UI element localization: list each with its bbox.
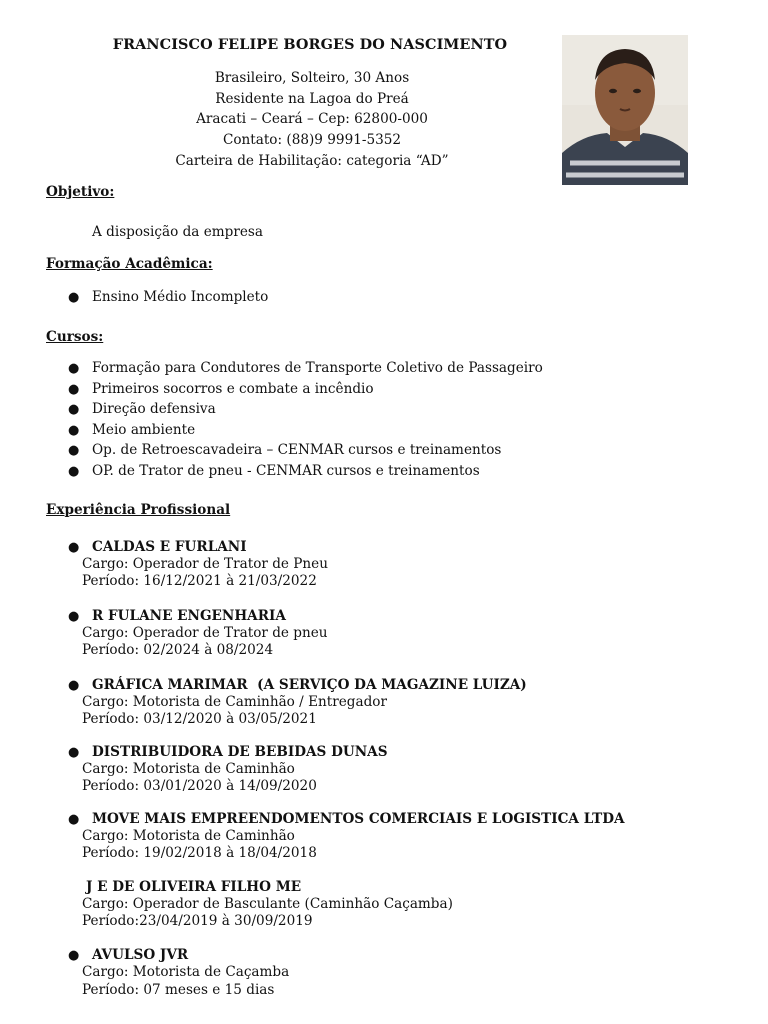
job-period: Período: 07 meses e 15 dias bbox=[82, 982, 275, 998]
job-entry bbox=[68, 677, 527, 693]
candidate-name: FRANCISCO FELIPE BORGES DO NASCIMENTO bbox=[112, 36, 508, 53]
list-item bbox=[68, 381, 374, 397]
course-item: OP. de Trator de pneu - CENMAR cursos e treinamentos bbox=[92, 463, 480, 479]
job-role: Cargo: Operador de Trator de pneu bbox=[82, 625, 328, 641]
list-item bbox=[68, 463, 480, 479]
company-name: DISTRIBUIDORA DE BEBIDAS DUNAS bbox=[92, 744, 388, 760]
job-entry bbox=[68, 947, 188, 963]
license-line: Carteira de Habilitação: categoria “AD” bbox=[175, 153, 449, 169]
courses-title: Cursos: bbox=[46, 329, 104, 345]
job-entry bbox=[68, 608, 286, 624]
experience-title: Experiência Profissional bbox=[46, 502, 231, 518]
job-role: Cargo: Motorista de Caminhão / Entregador bbox=[82, 694, 387, 710]
job-entry bbox=[68, 539, 247, 555]
profile-photo bbox=[562, 35, 688, 185]
job-role: Cargo: Motorista de Caçamba bbox=[82, 964, 290, 980]
list-item bbox=[68, 422, 195, 438]
company-name: MOVE MAIS EMPREENDOMENTOS COMERCIAIS E LOGISTICA LTDA bbox=[92, 811, 625, 827]
education-item: Ensino Médio Incompleto bbox=[92, 289, 269, 305]
course-item: Direção defensiva bbox=[92, 401, 216, 417]
list-item bbox=[68, 289, 268, 305]
bullet-icon: ● bbox=[68, 609, 80, 624]
job-period: Período: 03/01/2020 à 14/09/2020 bbox=[82, 778, 317, 794]
company-name: J E DE OLIVEIRA FILHO ME bbox=[86, 879, 302, 895]
personal-info-line: Brasileiro, Solteiro, 30 Anos bbox=[214, 70, 410, 86]
job-period: Período: 02/2024 à 08/2024 bbox=[82, 642, 274, 658]
bullet-icon: ● bbox=[68, 443, 80, 458]
company-name: R FULANE ENGENHARIA bbox=[92, 608, 286, 624]
list-item bbox=[68, 442, 501, 458]
contact-line: Contato: (88)9 9991-5352 bbox=[222, 132, 402, 148]
bullet-icon: ● bbox=[68, 361, 80, 376]
job-entry bbox=[68, 744, 388, 760]
course-item: Formação para Condutores de Transporte Coletivo de Passageiro bbox=[92, 360, 543, 376]
bullet-icon: ● bbox=[68, 464, 80, 479]
city-line: Aracati – Ceará – Cep: 62800-000 bbox=[196, 111, 428, 127]
bullet-icon: ● bbox=[68, 382, 80, 397]
bullet-icon: ● bbox=[68, 540, 80, 555]
bullet-icon: ● bbox=[68, 745, 80, 760]
job-role: Cargo: Motorista de Caminhão bbox=[82, 828, 295, 844]
bullet-icon: ● bbox=[68, 948, 80, 963]
company-name: GRÁFICA MARIMAR (A SERVIÇO DA MAGAZINE LUIZA) bbox=[92, 677, 527, 693]
job-role: Cargo: Motorista de Caminhão bbox=[82, 761, 295, 777]
course-item: Op. de Retroescavadeira – CENMAR cursos e treinamentos bbox=[92, 442, 502, 458]
job-period: Período: 16/12/2021 à 21/03/2022 bbox=[82, 573, 317, 589]
list-item bbox=[68, 401, 216, 417]
bullet-icon: ● bbox=[68, 290, 80, 305]
job-period: Período: 19/02/2018 à 18/04/2018 bbox=[82, 845, 317, 861]
job-entry bbox=[68, 811, 625, 827]
bullet-icon: ● bbox=[68, 678, 80, 693]
education-title: Formação Acadêmica: bbox=[46, 256, 213, 272]
bullet-icon: ● bbox=[68, 423, 80, 438]
address-line: Residente na Lagoa do Preá bbox=[215, 91, 409, 107]
job-period: Período:23/04/2019 à 30/09/2019 bbox=[82, 913, 313, 929]
objective-title: Objetivo: bbox=[46, 184, 115, 200]
course-item: Primeiros socorros e combate a incêndio bbox=[92, 381, 374, 397]
company-name: CALDAS E FURLANI bbox=[92, 539, 247, 555]
job-role: Cargo: Operador de Trator de Pneu bbox=[82, 556, 328, 572]
company-name: AVULSO JVR bbox=[92, 947, 189, 963]
bullet-icon: ● bbox=[68, 402, 80, 417]
course-item: Meio ambiente bbox=[92, 422, 196, 438]
objective-text: A disposição da empresa bbox=[92, 224, 263, 240]
job-period: Período: 03/12/2020 à 03/05/2021 bbox=[82, 711, 317, 727]
job-role: Cargo: Operador de Basculante (Caminhão Caçamba) bbox=[82, 896, 453, 912]
list-item bbox=[68, 360, 543, 376]
bullet-icon: ● bbox=[68, 812, 80, 827]
